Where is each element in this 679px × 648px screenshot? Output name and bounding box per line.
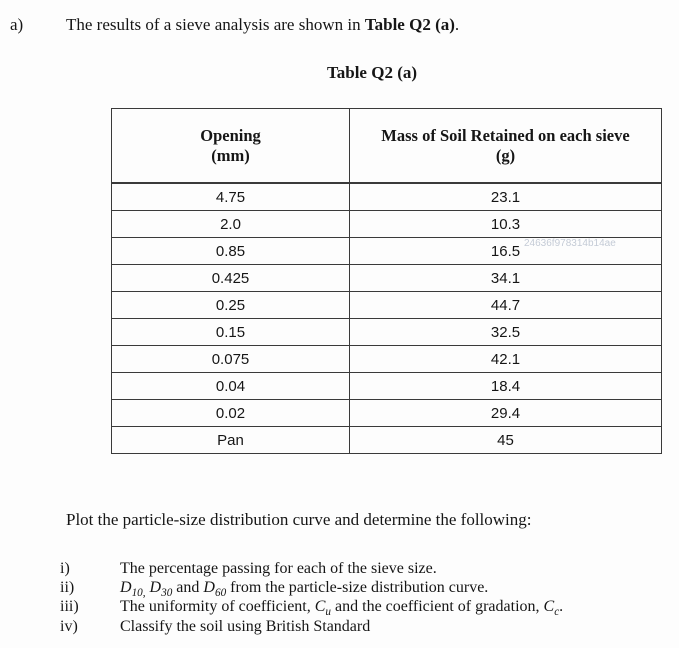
- cc-symbol: C: [543, 598, 555, 615]
- table-row: [112, 427, 662, 454]
- table-row: [112, 373, 662, 400]
- mass-cell: 44.7: [350, 292, 662, 319]
- task-text: [120, 579, 489, 600]
- cu-symbol: C: [314, 598, 326, 615]
- table-row: [112, 265, 662, 292]
- mass-cell: 42.1: [350, 346, 662, 373]
- task-text-end: .: [559, 598, 564, 615]
- mass-cell: 18.4: [350, 373, 662, 400]
- task-text-mid: and: [172, 579, 204, 596]
- task-number: iv): [60, 618, 78, 635]
- table-row: [112, 346, 662, 373]
- mass-cell: 23.1: [350, 183, 662, 211]
- question-label: a): [10, 15, 24, 34]
- mass-cell: 16.5: [350, 238, 662, 265]
- mass-cell: 45: [350, 427, 662, 454]
- opening-cell: 0.15: [112, 319, 350, 346]
- table-row: [112, 319, 662, 346]
- table-header-row: [112, 109, 662, 184]
- intro-prefix: The results of a sieve analysis are shown in: [66, 15, 365, 34]
- d60-symbol: D: [203, 579, 215, 596]
- mass-cell: 10.3: [350, 211, 662, 238]
- d30-symbol: D: [149, 579, 162, 596]
- opening-cell: 0.25: [112, 292, 350, 319]
- opening-cell: 0.425: [112, 265, 350, 292]
- opening-cell: 4.75: [112, 183, 350, 211]
- task-text-mid: and the coefficient of gradation,: [331, 598, 544, 615]
- mass-header: [350, 109, 662, 184]
- task-number: ii): [60, 579, 75, 596]
- opening-header-line1: Opening: [200, 125, 261, 145]
- task-text: Classify the soil using British Standard: [120, 618, 371, 635]
- task-text: [120, 598, 564, 619]
- table-row: [112, 292, 662, 319]
- opening-cell: 0.02: [112, 400, 350, 427]
- opening-header-line2: (mm): [211, 145, 250, 165]
- table-caption: Table Q2 (a): [326, 63, 418, 82]
- sieve-analysis-table: [111, 108, 662, 454]
- opening-cell: 0.075: [112, 346, 350, 373]
- task-text: The percentage passing for each of the sieve size.: [120, 560, 437, 577]
- d10-symbol: D: [120, 579, 132, 596]
- mass-cell: 32.5: [350, 319, 662, 346]
- opening-header: [112, 109, 350, 184]
- d10-subscript: 10,: [131, 587, 146, 600]
- cu-subscript: u: [325, 606, 332, 619]
- task-text-pre: The uniformity of coefficient,: [120, 598, 315, 615]
- watermark-text: 24636f978314b14ae: [524, 238, 616, 249]
- table-row: [112, 238, 662, 265]
- mass-header-line2: (g): [495, 145, 516, 165]
- intro-text: [66, 15, 459, 35]
- table-row: [112, 400, 662, 427]
- task-number: iii): [60, 598, 79, 615]
- d60-subscript: 60: [214, 587, 227, 600]
- task-text-rest: from the particle-size distribution curve.: [226, 579, 489, 596]
- table-row: [112, 211, 662, 238]
- mass-header-line1: Mass of Soil Retained on each sieve: [381, 125, 630, 145]
- mass-cell: 34.1: [350, 265, 662, 292]
- opening-cell: 2.0: [112, 211, 350, 238]
- mass-cell: 29.4: [350, 400, 662, 427]
- intro-table-ref: Table Q2 (a): [364, 15, 455, 34]
- opening-cell: 0.85: [112, 238, 350, 265]
- table-row: [112, 183, 662, 211]
- task-number: i): [60, 560, 70, 577]
- d30-subscript: 30: [161, 587, 173, 600]
- opening-cell: 0.04: [112, 373, 350, 400]
- intro-suffix: .: [454, 15, 460, 34]
- cc-subscript: c: [554, 606, 560, 619]
- instruction-text: Plot the particle-size distribution curve and determine the following:: [66, 510, 532, 529]
- opening-cell: Pan: [112, 427, 350, 454]
